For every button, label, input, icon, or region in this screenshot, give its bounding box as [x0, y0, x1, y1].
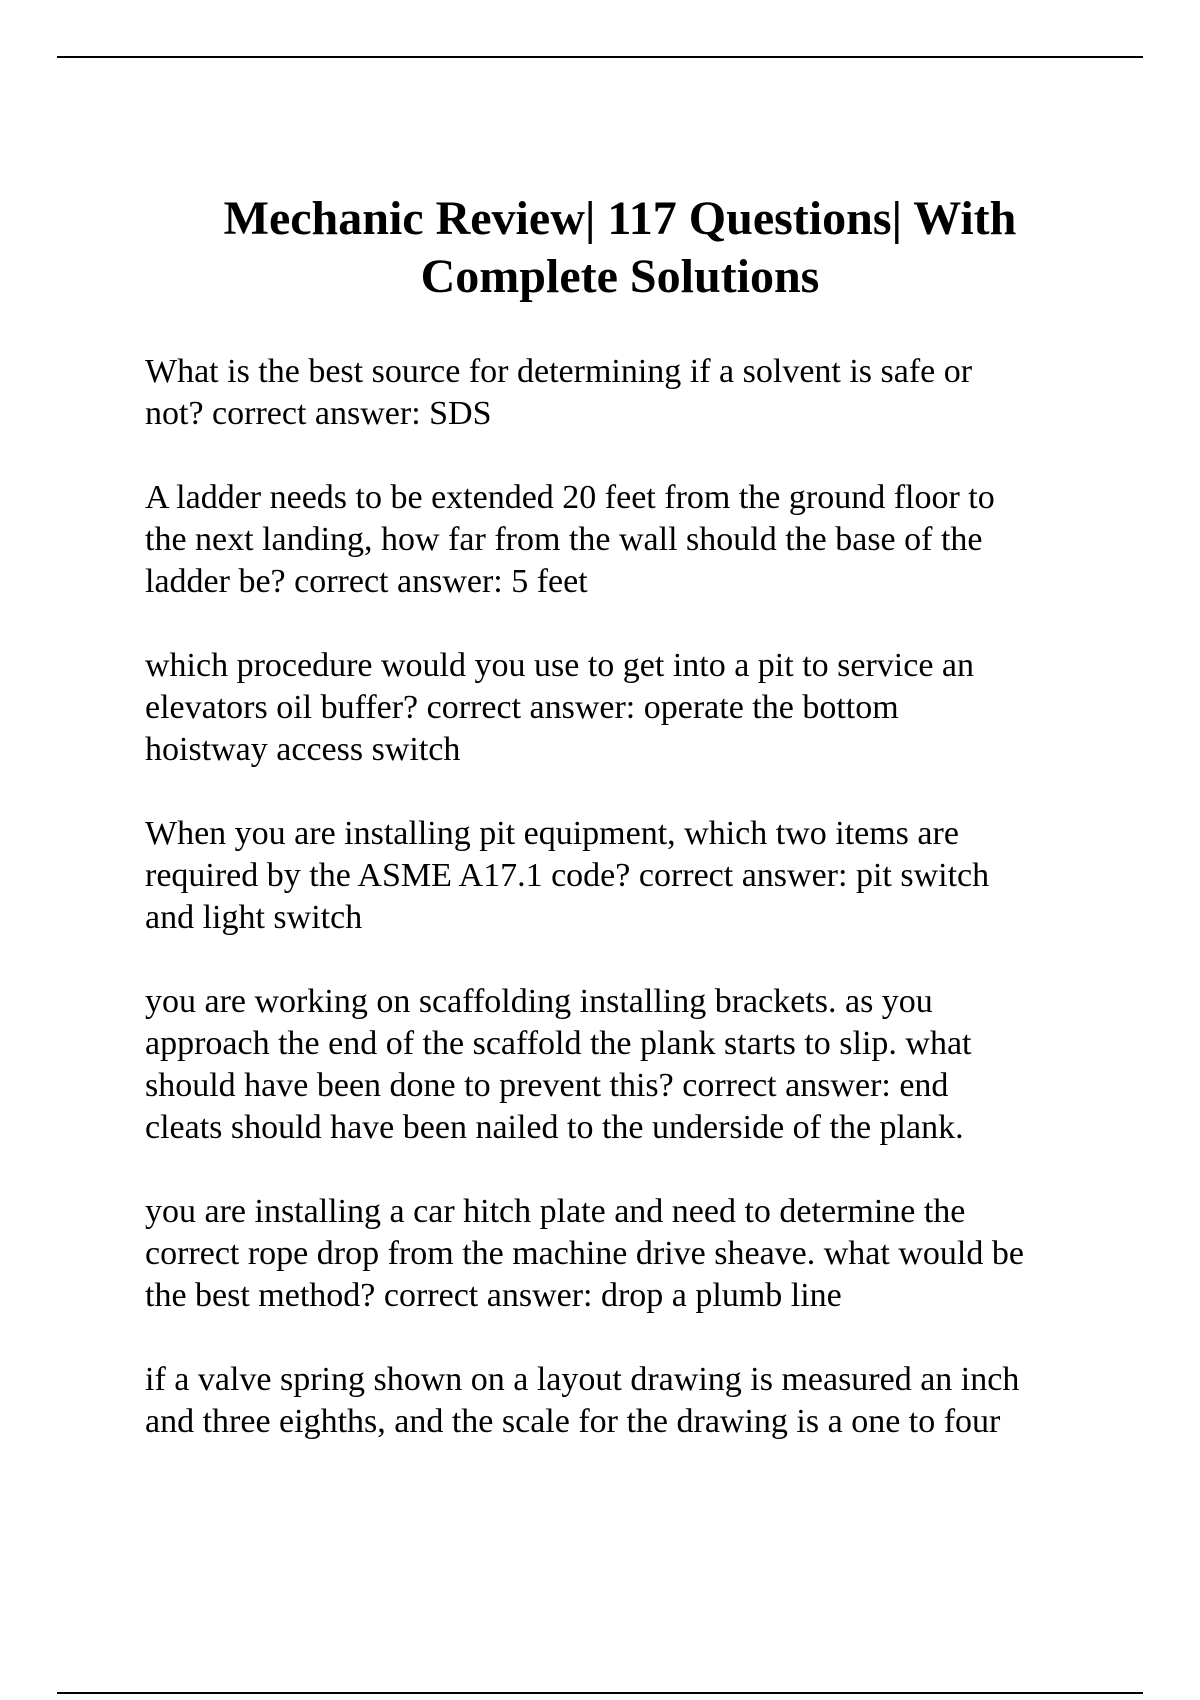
bottom-rule [57, 1692, 1143, 1694]
question-entry [145, 645, 1105, 771]
question-entry [145, 351, 1105, 435]
entry-text-line: elevators oil buffer? correct answer: operate the bottom [145, 689, 899, 726]
title-line: Mechanic Review| 117 Questions| With [223, 192, 1017, 245]
entry-text-line: A ladder needs to be extended 20 feet from the ground floor to [145, 479, 995, 516]
title-line: Complete Solutions [420, 250, 820, 303]
document-title [0, 190, 1200, 306]
question-list [145, 351, 1105, 1485]
question-entry [145, 1191, 1105, 1317]
entry-text-line: you are installing a car hitch plate and need to determine the [145, 1193, 966, 1230]
entry-text-line: approach the end of the scaffold the plank starts to slip. what [145, 1025, 972, 1062]
entry-text-line: hoistway access switch [145, 731, 461, 768]
top-rule [57, 56, 1143, 58]
entry-text-line: correct rope drop from the machine drive sheave. what would be [145, 1235, 1024, 1272]
entry-text-line: which procedure would you use to get into a pit to service an [145, 647, 974, 684]
entry-text-line: and three eighths, and the scale for the drawing is a one to four [145, 1403, 1001, 1440]
entry-text-line: cleats should have been nailed to the underside of the plank. [145, 1109, 964, 1146]
entry-text-line: not? correct answer: SDS [145, 395, 492, 432]
entry-text-line: should have been done to prevent this? correct answer: end [145, 1067, 949, 1104]
entry-text-line: the best method? correct answer: drop a plumb line [145, 1277, 842, 1314]
entry-text-line: What is the best source for determining if a solvent is safe or [145, 353, 973, 390]
entry-text-line: if a valve spring shown on a layout drawing is measured an inch [145, 1361, 1020, 1398]
entry-text-line: ladder be? correct answer: 5 feet [145, 563, 588, 600]
entry-text-line: required by the ASME A17.1 code? correct answer: pit switch [145, 857, 990, 894]
entry-text-line: you are working on scaffolding installing brackets. as you [145, 983, 933, 1020]
question-entry [145, 477, 1105, 603]
question-entry [145, 981, 1105, 1149]
entry-text-line: When you are installing pit equipment, which two items are [145, 815, 959, 852]
question-entry [145, 1359, 1105, 1443]
entry-text-line: the next landing, how far from the wall should the base of the [145, 521, 983, 558]
question-entry [145, 813, 1105, 939]
entry-text-line: and light switch [145, 899, 363, 936]
